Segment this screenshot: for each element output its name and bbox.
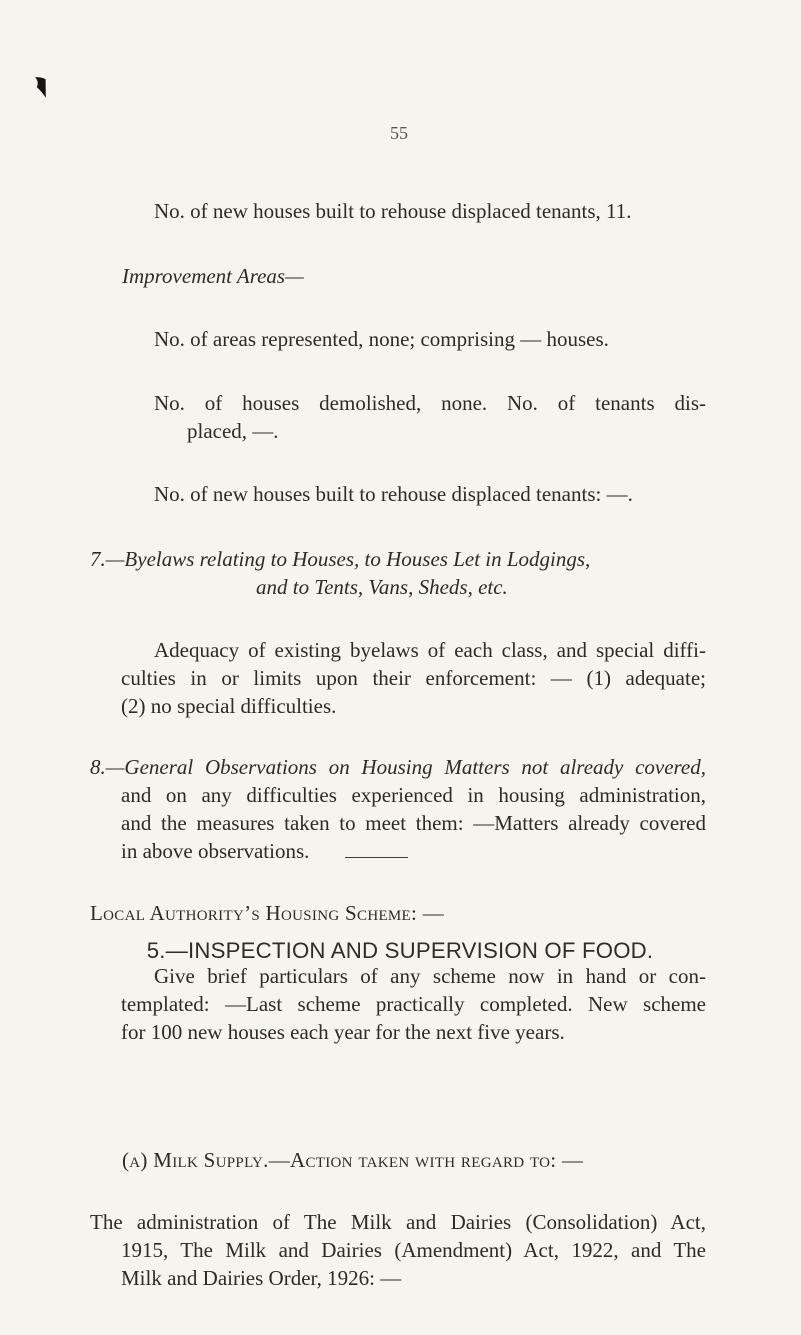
byelaws-heading-line-one: 7.—Byelaws relating to Houses, to Houses Let in Lodgings,: [90, 547, 591, 571]
houses-demolished-line-one: No. of houses demolished, none. No. of tenants dis-: [154, 391, 706, 415]
corner-mark-icon: [34, 76, 47, 99]
areas-represented: No. of areas represented, none; comprising — houses.: [154, 327, 609, 351]
byelaws-adequacy-line-two: culties in or limits upon their enforcement: — (1) adequate;: [121, 666, 706, 690]
improvement-new-houses: No. of new houses built to rehouse displaced tenants: —.: [154, 482, 633, 506]
food-inspection-section-heading: 5.—INSPECTION AND SUPERVISION OF FOOD.: [146, 938, 654, 963]
general-observations-line-three: and the measures taken to meet them: —Matters already covered: [121, 811, 706, 835]
general-observations-line-two: and on any difficulties experienced in housing administration,: [121, 783, 706, 807]
general-observations-line-four: in above observations.: [121, 839, 310, 863]
byelaws-heading-line-two: and to Tents, Vans, Sheds, etc.: [256, 575, 508, 599]
housing-scheme-line-two: templated: —Last scheme practically completed. New scheme: [121, 992, 706, 1016]
general-observations-line-one: 8.—General Observations on Housing Matters not already covered,: [90, 755, 706, 779]
milk-administration-line-three: Milk and Dairies Order, 1926: —: [121, 1266, 402, 1290]
milk-administration-line-two: 1915, The Milk and Dairies (Amendment) Act, 1922, and The: [121, 1238, 706, 1262]
housing-scheme-line-one: Give brief particulars of any scheme now in hand or con-: [154, 964, 706, 988]
new-houses-displaced-tenants: No. of new houses built to rehouse displaced tenants, 11.: [154, 199, 632, 223]
housing-scheme-heading: Local Authority’s Housing Scheme: —: [90, 901, 445, 925]
page-number: 55: [390, 123, 408, 143]
houses-demolished-line-two: placed, —.: [187, 419, 279, 443]
byelaws-adequacy-line-one: Adequacy of existing byelaws of each class, and special diffi-: [154, 638, 706, 662]
housing-scheme-line-three: for 100 new houses each year for the next five years.: [121, 1020, 565, 1044]
improvement-areas-heading: Improvement Areas—: [122, 264, 304, 288]
section-divider: [345, 857, 408, 858]
milk-administration-line-one: The administration of The Milk and Dairies (Consolidation) Act,: [90, 1210, 706, 1234]
byelaws-adequacy-line-three: (2) no special difficulties.: [121, 694, 337, 718]
milk-supply-heading: (a) Milk Supply.—Action taken with regard to: —: [122, 1148, 584, 1172]
